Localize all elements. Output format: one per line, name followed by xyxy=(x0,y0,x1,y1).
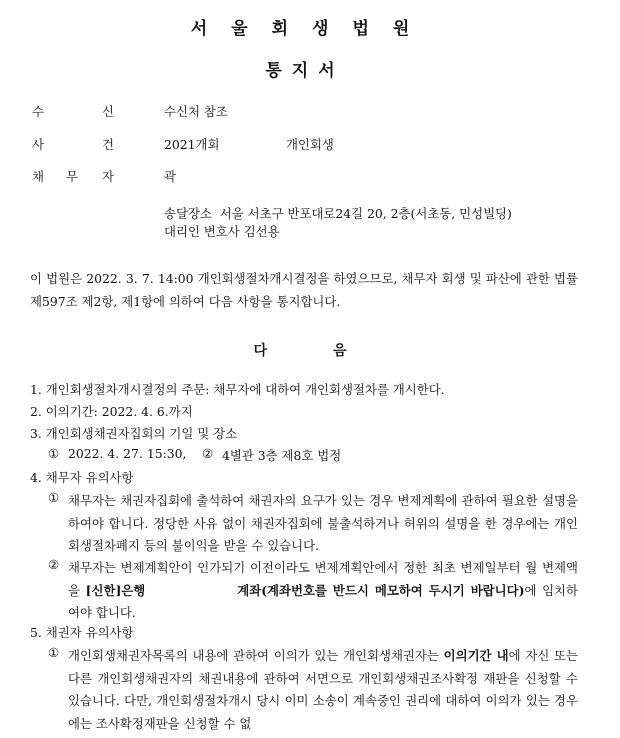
account-instruction: 계좌(계좌번호를 반드시 메모하여 두시기 바랍니다) xyxy=(237,582,525,598)
intro-paragraph: 이 법원은 2022. 3. 7. 14:00 개인회생절차개시결정을 하였으므로, 채무자 회생 및 파산에 관한 법률 제597조 제2항, 제1항에 의하여 다음 사항을 통지합니다. xyxy=(30,271,578,309)
objection-period-emphasis: 이의기간 내 xyxy=(443,648,509,663)
item-4-2-text: 채무자는 변제계획안이 인가되기 이전이라도 변제계획안에서 정한 최초 변제일부터 월 변제액을 [신한]은행 계좌(계좌번호를 반드시 메모하여 두시기 바랍니다)에 임치하여야 합니다. xyxy=(68,560,578,620)
meeting-date: 2022. 4. 27. 15:30, xyxy=(68,446,187,461)
bank-name: [신한]은행 xyxy=(85,582,146,598)
recipient-label: 수 신 xyxy=(32,104,114,119)
item-4-1-text: 채무자는 채권자집회에 출석하여 채권자의 요구가 있는 경우 변제계획에 관하여 필요한 설명을 하여야 합니다. 정당한 사유 없이 채권자집회에 불출석하거나 허위의 설명을 한 경우에는 개인회생절차폐지 등의 불이익을 받을 수 있습니다. xyxy=(68,493,578,553)
item-5: 5. 채권자 유의사항 xyxy=(30,625,134,640)
item-5-1-marker: ① xyxy=(48,645,60,660)
case-type: 개인회생 xyxy=(286,137,334,152)
item-2: 2. 이의기간: 2022. 4. 6.까지 xyxy=(30,404,193,419)
item-3: 3. 개인회생채권자집회의 기일 및 장소 xyxy=(30,426,238,441)
document-title: 통 지 서 xyxy=(265,61,335,81)
item-5-1-text: 개인회생채권자목록의 내용에 관하여 이의가 있는 개인회생채권자는 이의기간 내에 자신 또는 다른 개인회생채권자의 채권내용에 관하여 서면으로 개인회생채권조사확정 재판을 신청할 수 있습니다. 다만, 개인회생절차개시 당시 이미 소송이 계속중인 권리에 대하여 이의가 있는 경우에는 조사확정재판을 신청할 수 없 xyxy=(68,648,578,731)
debtor-label: 채 무 자 xyxy=(32,169,114,184)
section-heading: 다 음 xyxy=(253,343,347,359)
meeting-place: 4별관 3층 제8호 법정 xyxy=(222,448,342,463)
item-4: 4. 채무자 유의사항 xyxy=(30,470,134,485)
item-3-marker-1: ① xyxy=(48,446,60,461)
case-number: 2021개회 xyxy=(164,137,220,152)
court-name: 서 울 회 생 법 원 xyxy=(190,19,410,39)
case-label: 사 건 xyxy=(32,137,114,152)
item-4-1-marker: ① xyxy=(48,490,60,505)
item-1: 1. 개인회생절차개시결정의 주문: 채무자에 대하여 개인회생절차를 개시한다. xyxy=(30,382,445,397)
agent-lawyer: 대리인 변호사 김선용 xyxy=(164,224,280,239)
item-3-marker-2: ② xyxy=(202,446,214,461)
debtor-name: 곽 xyxy=(164,169,176,184)
item-4-2-marker: ② xyxy=(48,557,60,572)
delivery-address: 송달장소 서울 서초구 반포대로24길 20, 2층(서초동, 민성빌딩) xyxy=(164,206,512,221)
recipient-value: 수신처 참조 xyxy=(164,104,228,119)
